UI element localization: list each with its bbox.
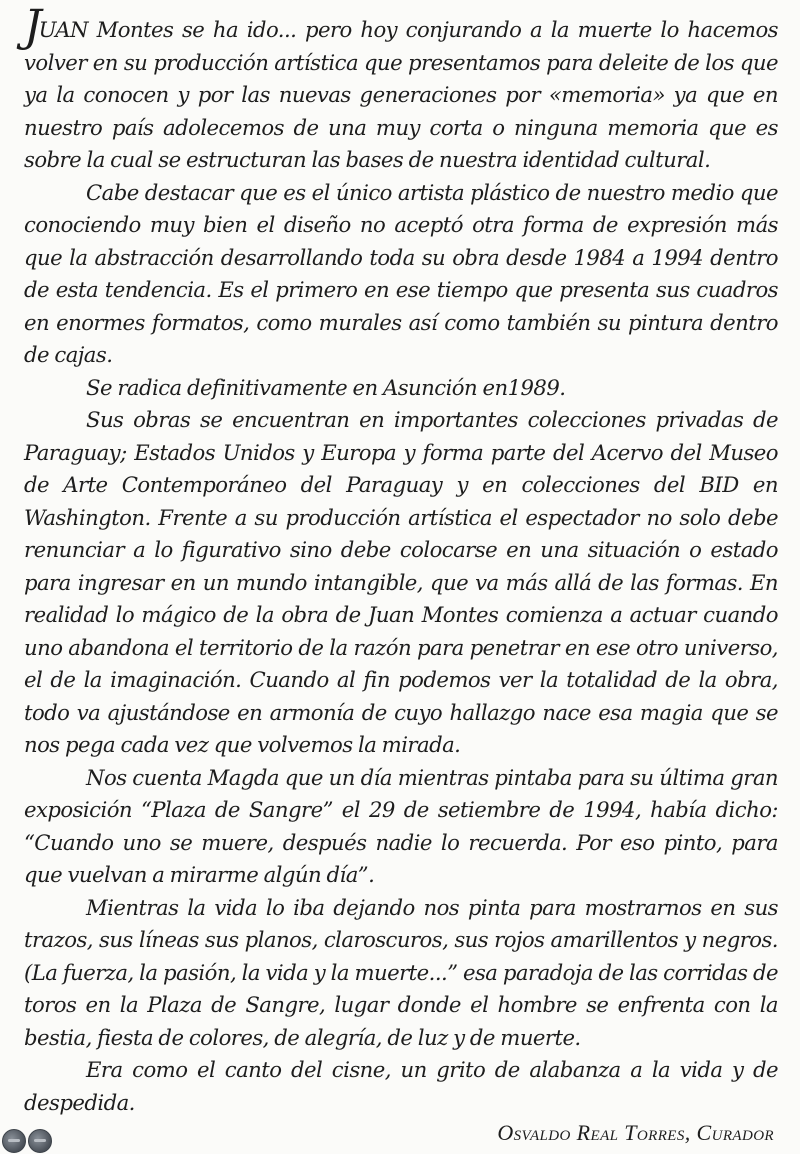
paragraph-magda-quote: Nos cuenta Magda que un día mientras pintaba para su última gran exposición “Plaza de Sangre” el 29 de setiembre de 1994, había dicho: “Cuando uno se muere, después nadie lo recuerda. Por eso pinto, para que vuelvan a mirarme algún día”.: [24, 764, 778, 887]
circle-mark-icon: [2, 1129, 26, 1153]
author-signature: Osvaldo Real Torres, Curador: [497, 1120, 774, 1145]
paragraph-abstraction: Cabe destacar que es el único artista plástico de nuestro medio que conociendo muy bien el diseño no aceptó otra forma de expresión más que la abstracción desarrollando toda su obra desde 1984 a 1994 dentro de esta tendencia. Es el primero en ese tiempo que presenta sus cuadros en enormes formatos, como murales así como también su pintura dentro de cajas.: [24, 179, 778, 367]
corner-marks: [2, 1129, 52, 1153]
paragraph-swan-song: Era como el canto del cisne, un grito de alabanza a la vida y de despedida.: [24, 1057, 778, 1115]
paragraph-bullfight: Mientras la vida lo iba dejando nos pinta para mostrarnos en sus trazos, sus líneas sus planos, claroscuros, sus rojos amarillentos y negros. (La fuerza, la pasión, la vida y la muerte...” esa paradoja de las corridas de toros en la Plaza de Sangre, lugar donde el hombre se enfrenta con la bestia, fiesta de colores, de alegría, de luz y de muerte.: [24, 894, 778, 1050]
paragraph-intro-text: UAN Montes se ha ido... pero hoy conjurando a la muerte lo hacemos volver en su producción artística que presentamos para deleite de los que ya la conocen y por las nuevas generaciones por «memoria» ya que en nuestro país adolecemos de una muy corta o ninguna memoria que es sobre la cual se estructuran las bases de nuestra identidad cultural.: [24, 17, 778, 172]
drop-cap: J: [24, 1, 38, 52]
paragraph-collections: Sus obras se encuentran en importantes colecciones privadas de Paraguay; Estados Unidos y Europa y forma parte del Acervo del Museo de Arte Contemporáneo del Paraguay y en colecciones del BID en Washington. Frente a su producción artística el espectador no solo debe renunciar a lo figurativo sino debe colocarse en una situación o estado para ingresar en un mundo intangible, que va más allá de las formas. En realidad lo mágico de la obra de Juan Montes comienza a actuar cuando uno abandona el territorio de la razón para penetrar en ese otro universo, el de la imaginación. Cuando al fin podemos ver la totalidad de la obra, todo va ajustándose en armonía de cuyo hallazgo nace esa magia que se nos pega cada vez que volvemos la mirada.: [24, 407, 778, 757]
paragraph-intro: [24, 1, 778, 177]
paragraph-asuncion: Se radica definitivamente en Asunción en1989.: [86, 374, 566, 400]
circle-mark-icon: [28, 1129, 52, 1153]
